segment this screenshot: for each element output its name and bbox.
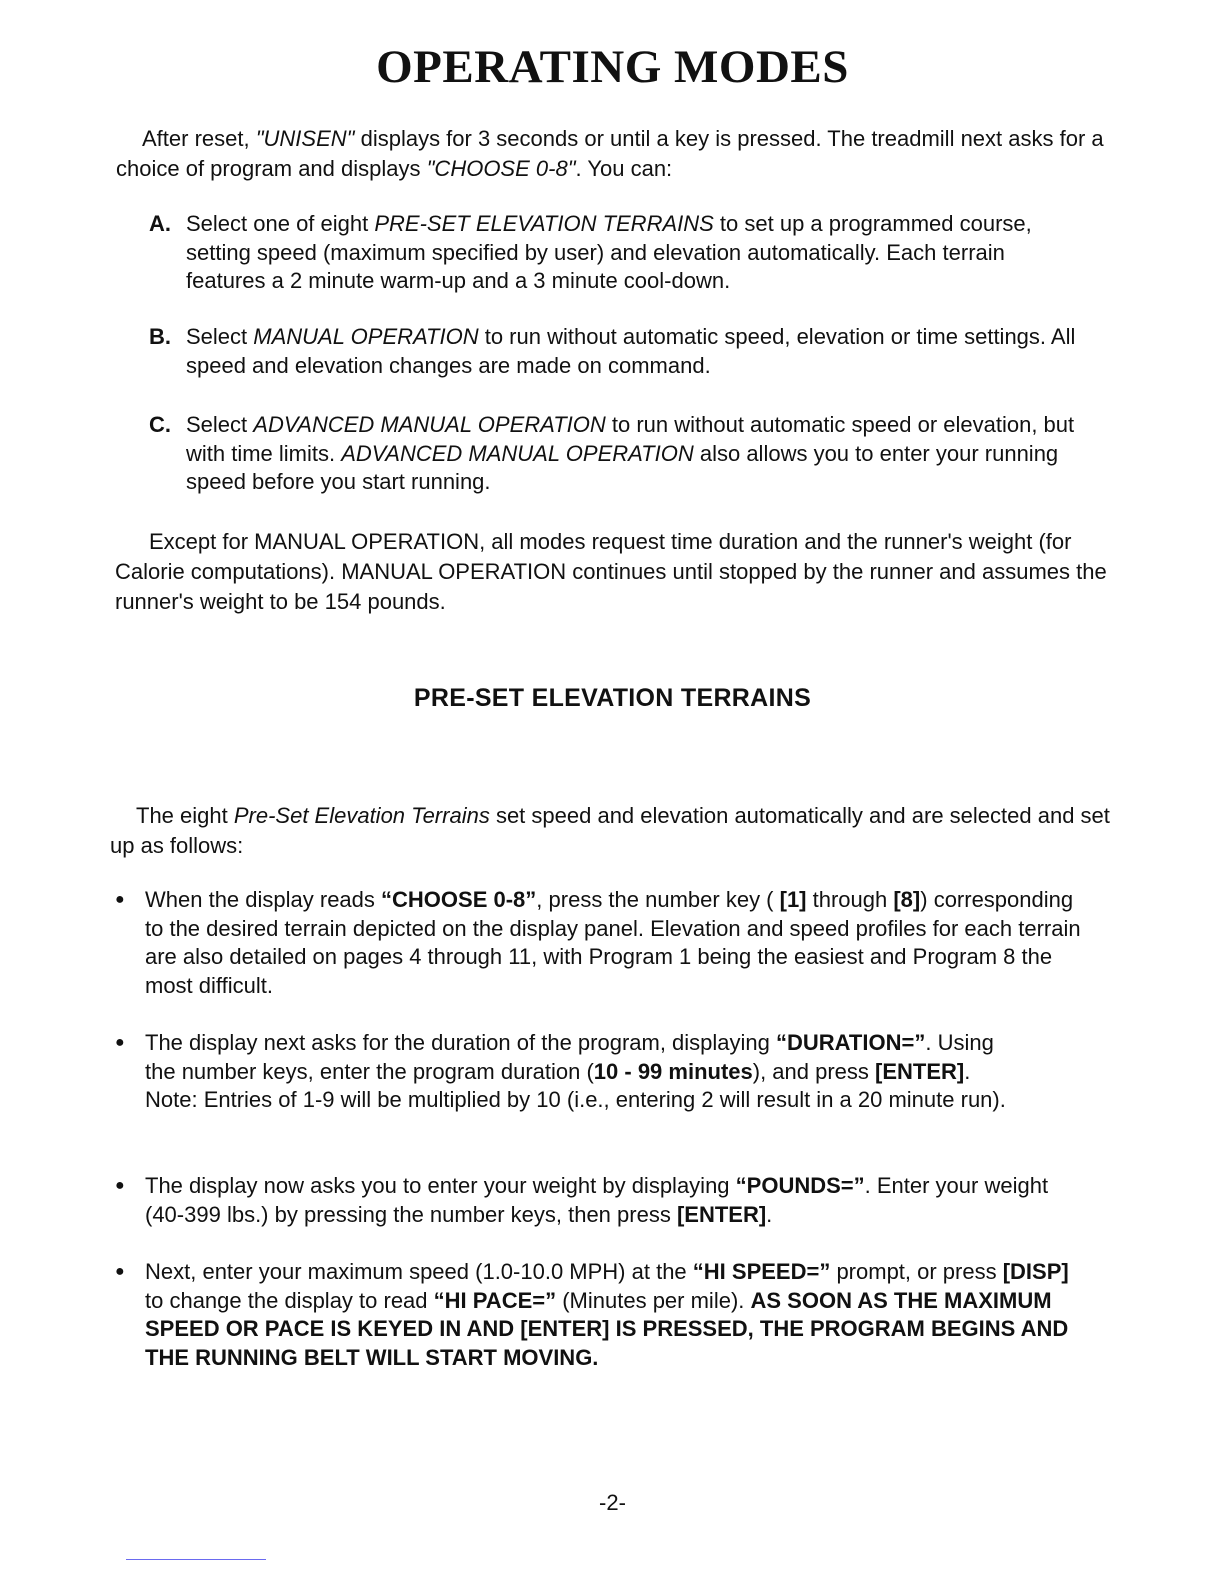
option-b-marker: B.	[149, 324, 171, 349]
option-a: A. Select one of eight PRE-SET ELEVATION TERRAINS to set up a programmed course, setting speed (maximum specified by user) and elevation automatically. Each terrain features a 2 minute warm-up and a 3 minute cool-down.	[149, 211, 1032, 293]
section-heading: PRE-SET ELEVATION TERRAINS	[413, 684, 812, 712]
bullet-item: ● Next, enter your maximum speed (1.0-10.0 MPH) at the “HI SPEED=” prompt, or press [DISP] to change the display to read “HI PACE=” (Minutes per mile). AS SOON AS THE MAXIMUM SPEED OR PACE IS KEYED IN AND [ENTER] IS PRESSED, THE PROGRAM BEGINS AND THE RUNNING BELT WILL START MOVING.	[115, 1259, 1069, 1370]
bullet-item: ● The display next asks for the duration of the program, displaying “DURATION=”. Using the number keys, enter the program duration (10 - 99 minutes), and press [ENTER]. Note: Entries of 1-9 will be multiplied by 10 (i.e., entering 2 will result in a 20 minute run).	[115, 1030, 1006, 1112]
page-title: OPERATING MODES	[376, 41, 849, 93]
bullet-item: ● When the display reads “CHOOSE 0-8”, press the number key ( [1] through [8]) corresponding to the desired terrain depicted on the display panel. Elevation and speed profiles for each terrain are also detailed on pages 4 through 11, with Program 1 being the easiest and Program 8 the most difficult.	[115, 887, 1081, 998]
divider	[126, 1559, 266, 1560]
bullet-item: ● The display now asks you to enter your weight by displaying “POUNDS=”. Enter your weight (40-399 lbs.) by pressing the number keys, then press [ENTER].	[115, 1173, 1049, 1227]
option-c-marker: C.	[149, 412, 171, 437]
bullet-dot: ●	[115, 1263, 125, 1280]
option-b: B. Select MANUAL OPERATION to run without automatic speed, elevation or time settings. All speed and elevation changes are made on command.	[149, 324, 1076, 378]
bullet-dot: ●	[115, 1177, 125, 1194]
intro-paragraph: After reset, "UNISEN" displays for 3 seconds or until a key is pressed. The treadmill next asks for a choice of program and displays "CHOOSE 0-8". You can:	[116, 126, 1104, 181]
except-paragraph: Except for MANUAL OPERATION, all modes request time duration and the runner's weight (for Calorie computations). MANUAL OPERATION continues until stopped by the runner and assumes the runner's weight to be 154 pounds.	[115, 529, 1107, 614]
bullet-dot: ●	[115, 891, 125, 908]
option-a-marker: A.	[149, 211, 171, 236]
bullet-dot: ●	[115, 1034, 125, 1051]
page-number: -2-	[599, 1490, 626, 1515]
terrain-intro-paragraph: The eight Pre-Set Elevation Terrains set speed and elevation automatically and are selected and set up as follows:	[110, 803, 1110, 858]
option-c: C. Select ADVANCED MANUAL OPERATION to run without automatic speed or elevation, but with time limits. ADVANCED MANUAL OPERATION also allows you to enter your running speed before you start running.	[149, 412, 1075, 494]
